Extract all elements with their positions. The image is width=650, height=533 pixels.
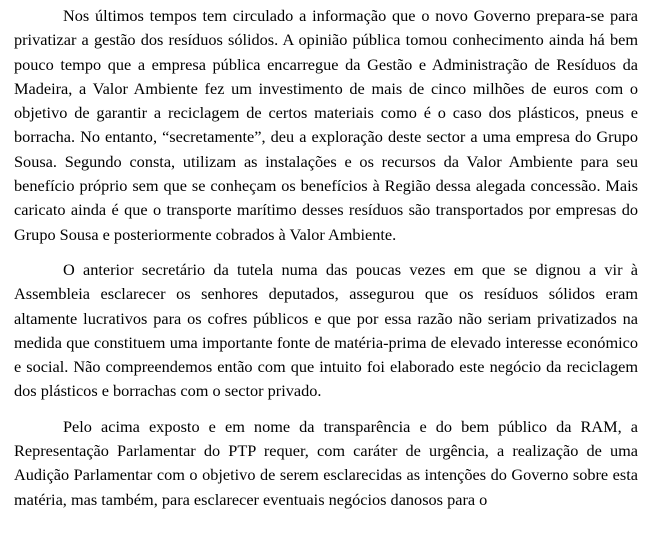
paragraph-3: Pelo acima exposto e em nome da transparência e do bem público da RAM, a Representação Parlamentar do PTP requer, com caráter de urgência, a realização de uma Audição Parlamentar com o objetivo de serem esclarecidas as intenções do Governo sobre esta matéria, mas também, para esclarecer eventuais negócios danosos para o [14, 416, 638, 509]
paragraph-2: O anterior secretário da tutela numa das poucas vezes em que se dignou a vir à Assembleia esclarecer os senhores deputados, assegurou que os resíduos sólidos eram altamente lucrativos para os cofres públicos e que por essa razão não seriam privatizados na medida que constituem uma importante fonte de matéria-prima de elevado interesse económico e social. Não compreendemos então com que intuito foi elaborado este negócio da reciclagem dos plásticos e borrachas com o sector privado. [14, 259, 638, 401]
document-page [14, 0, 638, 512]
paragraph-1: Nos últimos tempos tem circulado a informação que o novo Governo prepara-se para privatizar a gestão dos resíduos sólidos. A opinião pública tomou conhecimento ainda há bem pouco tempo que a empresa pública encarregue da Gestão e Administração de Resíduos da Madeira, a Valor Ambiente fez um investimento de mais de cinco milhões de euros com o objetivo de garantir a reciclagem de certos materiais como é o caso dos plásticos, pneus e borracha. No entanto, “secretamente”, deu a exploração deste sector a uma empresa do Grupo Sousa. Segundo consta, utilizam as instalações e os recursos da Valor Ambiente para seu benefício próprio sem que se conheçam os benefícios à Região dessa alegada concessão. Mais caricato ainda é que o transporte marítimo desses resíduos são transportados por empresas do Grupo Sousa e posteriormente cobrados à Valor Ambiente. [14, 6, 638, 244]
